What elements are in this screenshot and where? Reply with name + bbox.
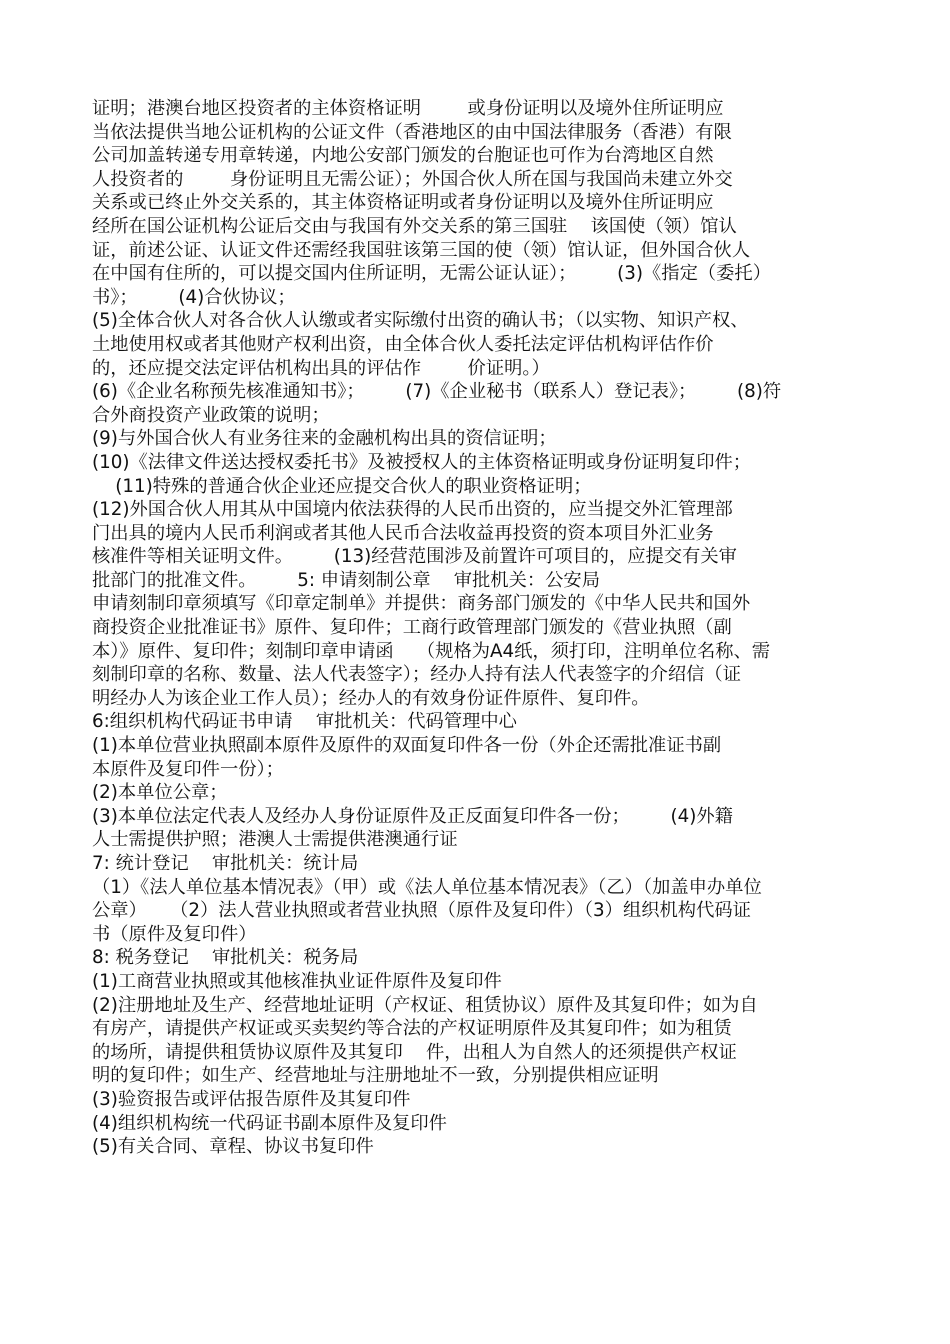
text-line: 公司加盖转递专用章转递，内地公安部门颁发的台胞证也可作为台湾地区自然 bbox=[92, 145, 714, 167]
text-line: 本原件及复印件一份）； bbox=[92, 758, 284, 780]
text-line: 明经办人为该企业工作人员）；经办人的有效身份证件原件、复印件。 bbox=[92, 687, 650, 709]
text-line: (4)组织机构统一代码证书副本原件及复印件 bbox=[92, 1112, 447, 1134]
document-body bbox=[92, 97, 868, 1159]
text-line: (2)本单位公章； bbox=[92, 782, 228, 804]
text-line: 刻制印章的名称、数量、法人代表签字）；经办人持有法人代表签字的介绍信（证 bbox=[92, 664, 741, 686]
text-line: (1)本单位营业执照副本原件及原件的双面复印件各一份（外企还需批准证书副 bbox=[92, 735, 722, 757]
text-line: 关系或已终止外交关系的，其主体资格证明或者身份证明以及境外住所证明应 bbox=[92, 192, 714, 214]
text-line: 土地使用权或者其他财产权利出资，由全体合伙人委托法定评估机构评估作价 bbox=[92, 333, 714, 355]
text-line: (10)《法律文件送达授权委托书》及被授权人的主体资格证明或身份证明复印件； bbox=[92, 451, 752, 473]
text-line: (5)有关合同、章程、协议书复印件 bbox=[92, 1136, 374, 1158]
text-line: (9)与外国合伙人有业务往来的金融机构出具的资信证明； bbox=[92, 428, 557, 450]
text-line: 商投资企业批准证书》原件、复印件；工商行政管理部门颁发的《营业执照（副 bbox=[92, 617, 732, 639]
text-line: 证，前述公证、认证文件还需经我国驻该第三国的使（领）馆认证，但外国合伙人 bbox=[92, 239, 751, 261]
text-line: 批部门的批准文件。 5: 申请刻制公章 审批机关：公安局 bbox=[92, 569, 600, 591]
text-line: 书（原件及复印件） bbox=[92, 923, 257, 945]
text-line: 公章） （2）法人营业执照或者营业执照（原件及复印件）（3）组织机构代码证 bbox=[92, 900, 751, 922]
text-line: 核准件等相关证明文件。 (13)经营范围涉及前置许可项目的，应提交有关审 bbox=[92, 546, 737, 568]
text-line: 门出具的境内人民币利润或者其他人民币合法收益再投资的资本项目外汇业务 bbox=[92, 522, 714, 544]
text-line: (3)本单位法定代表人及经办人身份证原件及正反面复印件各一份； (4)外籍 bbox=[92, 805, 733, 827]
text-line: (2)注册地址及生产、经营地址证明（产权证、租赁协议）原件及其复印件；如为自 bbox=[92, 994, 758, 1016]
text-line: 的，还应提交法定评估机构出具的评估作 价证明。） bbox=[92, 357, 550, 379]
text-line: 证明；港澳台地区投资者的主体资格证明 或身份证明以及境外住所证明应 bbox=[92, 98, 724, 119]
text-line: (1)工商营业执照或其他核准执业证件原件及复印件 bbox=[92, 970, 502, 992]
text-line: 书》； (4)合伙协议； bbox=[92, 286, 296, 308]
text-line: 人士需提供护照；港澳人士需提供港澳通行证 bbox=[92, 829, 458, 851]
text-line: 有房产，请提供产权证或买卖契约等合法的产权证明原件及其复印件；如为租赁 bbox=[92, 1018, 732, 1040]
text-line: 合外商投资产业政策的说明； bbox=[92, 404, 330, 426]
text-line: 7: 统计登记 审批机关：统计局 bbox=[92, 853, 359, 874]
text-line: 本）》原件、复印件；刻制印章申请函 （规格为A4纸，须打印，注明单位名称、需 bbox=[92, 640, 771, 662]
text-line: 8: 税务登记 审批机关：税务局 bbox=[92, 947, 359, 969]
text-line: 6:组织机构代码证书申请 审批机关：代码管理中心 bbox=[92, 711, 517, 733]
text-line: 申请刻制印章须填写《印章定制单》并提供：商务部门颁发的《中华人民共和国外 bbox=[92, 593, 751, 615]
text-line: 人投资者的 身份证明且无需公证）；外国合伙人所在国与我国尚未建立外交 bbox=[92, 168, 733, 190]
text-line: 明的复印件；如生产、经营地址与注册地址不一致，分别提供相应证明 bbox=[92, 1065, 659, 1087]
text-line: (6)《企业名称预先核准通知书》； (7)《企业秘书（联系人）登记表》； (8)符 bbox=[92, 381, 782, 403]
text-line: 当依法提供当地公证机构的公证文件（香港地区的由中国法律服务（香港）有限 bbox=[92, 121, 732, 143]
text-line: (5)全体合伙人对各合伙人认缴或者实际缴付出资的确认书；（以实物、知识产权、 bbox=[92, 310, 749, 332]
text-line: 经所在国公证机构公证后交由与我国有外交关系的第三国驻 该国使（领）馆认 bbox=[92, 215, 737, 237]
text-line: 在中国有住所的，可以提交国内住所证明，无需公证认证）； (3)《指定（委托） bbox=[92, 263, 771, 285]
text-line: (11)特殊的普通合伙企业还应提交合伙人的职业资格证明； bbox=[92, 475, 592, 497]
text-line: (3)验资报告或评估报告原件及其复印件 bbox=[92, 1088, 411, 1110]
text-line: 的场所，请提供租赁协议原件及其复印 件，出租人为自然人的还须提供产权证 bbox=[92, 1041, 737, 1063]
text-line: (12)外国合伙人用其从中国境内依法获得的人民币出资的，应当提交外汇管理部 bbox=[92, 499, 733, 521]
text-line: （1）《法人单位基本情况表》（甲）或《法人单位基本情况表》（乙）（加盖申办单位 bbox=[92, 876, 762, 898]
